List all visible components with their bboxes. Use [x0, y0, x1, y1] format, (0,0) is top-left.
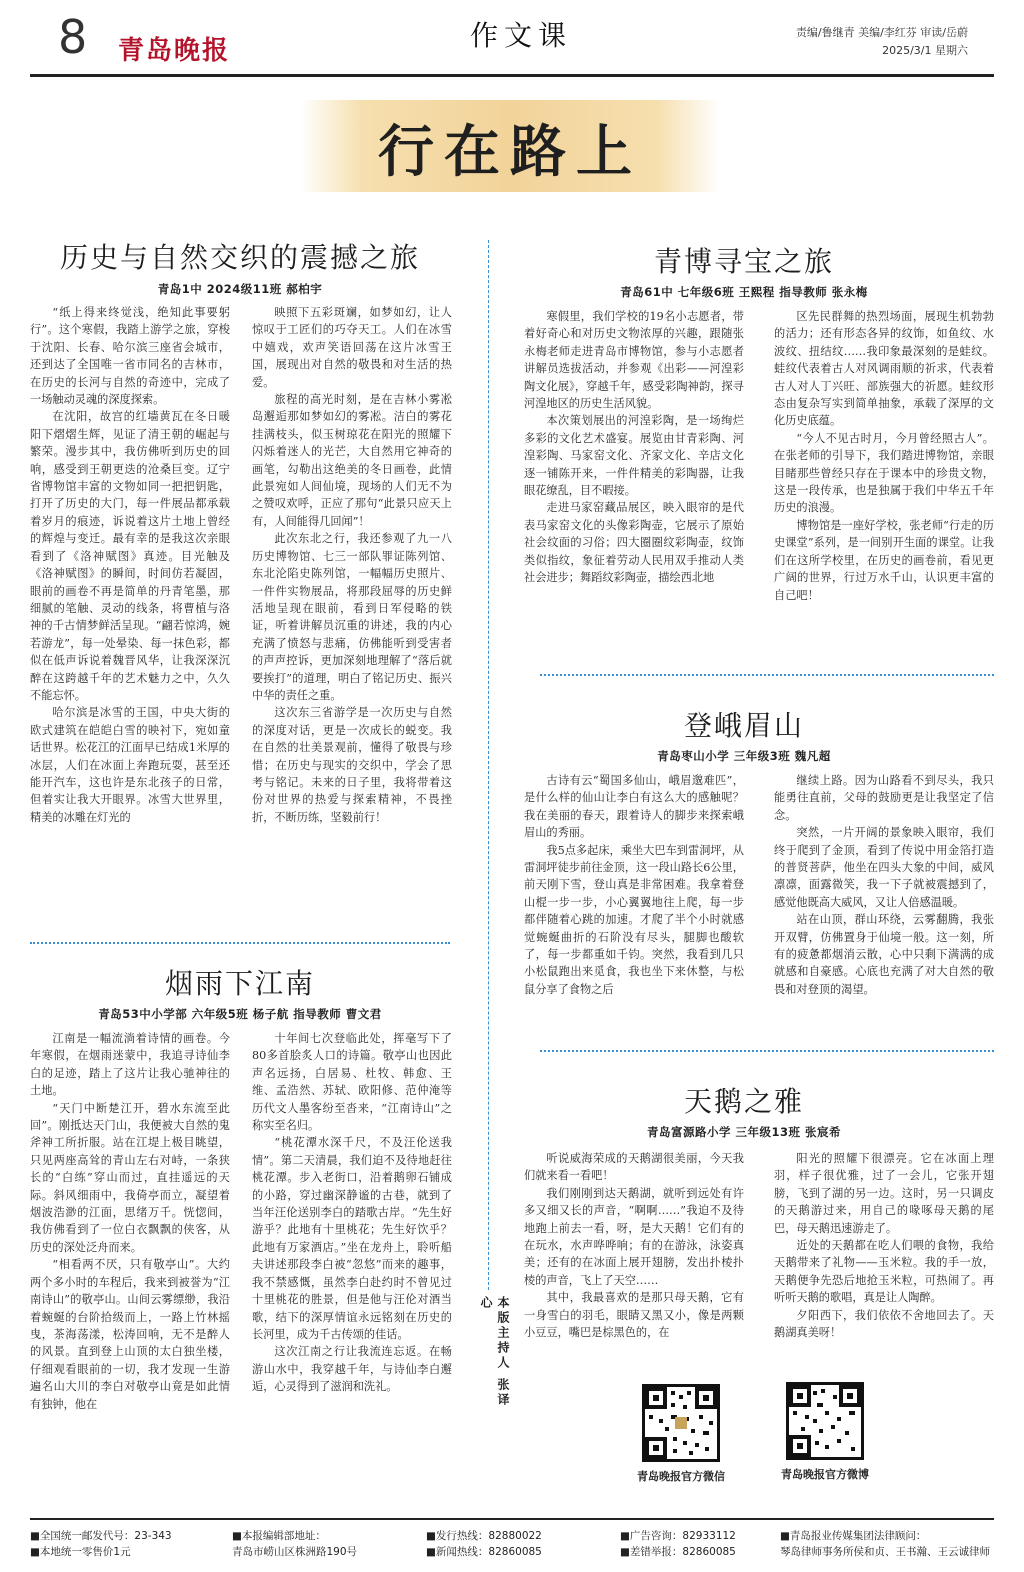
article-paragraph: 近处的天鹅都在吃人们喂的食物，我给天鹅带来了礼物——玉米粒。我的手一放，天鹅便争先恐后地抢玉米粒，可热闹了。再听听天鹅的歌唱，真是让人陶醉。 — [774, 1239, 994, 1305]
article-column — [30, 304, 230, 916]
section-divider — [540, 674, 994, 676]
article-paragraph: 我5点多起床，乘坐大巴车到雷洞坪，从雷洞坪徒步前往金顶，这一段山路长6公里，前天刚下雪，登山真是非常困难。我拿着登山棍一步一步，小心翼翼地往上爬，每一步都伴随着心跳的加速。才爬了半个小时就感觉蜿蜒曲折的石阶没有尽头，腿脚也酸软了，每一步都重如千钧。突然，我看到几只小松鼠跑出来觅食，我也坐下来休整，与松鼠分享了食物之后 — [524, 843, 744, 996]
article-paragraph: “相看两不厌，只有敬亭山”。大约两个多小时的车程后，我来到被誉为“江南诗山”的敬亭山。山间云雾缥缈，我沿着蜿蜒的台阶拾级而上，一路上竹林摇曳，茶海荡漾，松涛回响，无不是醉人的风景。直到登上山顶的太白独坐楼，仔细观看眼前的一切，我才发现一生游遍名山大川的李白对敬亭山竟是如此情有独钟，他在 — [30, 1258, 230, 1411]
article-paragraph: 站在山顶，群山环绕，云雾翻腾，我张开双臂，仿佛置身于仙境一般。这一刻，所有的疲惫都烟消云散，心中只剩下满满的成就感和自豪感。心底也充满了对大自然的敬畏和对登顶的渴望。 — [774, 913, 994, 996]
footer-line: ■新闻热线：82860085 — [426, 1546, 542, 1558]
footer-line: ■发行热线：82880022 — [426, 1530, 542, 1542]
article-paragraph: 博物馆是一座好学校，张老师“行走的历史课堂”系列，是一间别开生面的课堂。让我们在这所学校里，在历史的画卷前，看见更广阔的世界，行过万水千山，认识更丰富的自己吧！ — [774, 518, 994, 602]
page-number: 8 — [58, 10, 88, 64]
editor-credits — [796, 24, 968, 60]
article-paragraph: 这次东三省游学是一次历史与自然的深度对话，更是一次成长的蜕变。我在自然的壮美景观前，懂得了敬畏与珍惜；在历史与现实的交织中，学会了思考与铭记。未来的日子里，我将带着这份对世界的热爱与探索精神，不畏挫折，不断历练，坚毅前行！ — [252, 706, 452, 824]
article-paragraph: 继续上路。因为山路看不到尽头，我只能勇往直前，父母的鼓励更是让我坚定了信念。 — [774, 774, 994, 822]
article-paragraph: 此次东北之行，我还参观了九一八历史博物馆、七三一部队罪证陈列馆、东北沦陷史陈列馆，一幅幅历史照片、一件件实物展品，将那段屈辱的历史鲜活地呈现在眼前，看到日军侵略的铁证，听着讲解员沉重的讲述，我的内心充满了愤怒与悲痛，仿佛能听到受害者的声声控诉，更加深刻地理解了“落后就要挨打”的道理，明白了铭记历史、振兴中华的责任之重。 — [252, 532, 452, 702]
footer-line: ■本地统一零售价1元 — [30, 1546, 131, 1558]
article-paragraph: 突然，一片开阔的景象映入眼帘，我们终于爬到了金顶，看到了传说中用金箔打造的普贤菩萨，他坐在四头大象的中间，威风凛凛，面露微笑，我一下子就被震撼到了，感觉他既高大威风，又让人倍感温暖。 — [774, 826, 994, 909]
column-divider — [488, 240, 489, 1290]
article-paragraph: 阳光的照耀下很漂亮。它在冰面上理羽，样子很优雅，过了一会儿，它张开翅膀，飞到了湖的另一边。这时，另一只调皮的天鹅游过来，用自己的喙啄母天鹅的尾巴，母天鹅迅速游走了。 — [774, 1152, 994, 1235]
newspaper-logo: 青岛晚报 — [118, 36, 231, 66]
masthead-rule — [30, 74, 994, 77]
article-title: 青博寻宝之旅 — [653, 245, 834, 278]
footer-line: ■差错举报：82860085 — [620, 1546, 736, 1558]
footer-line: ■全国统一邮发代号：23-343 — [30, 1530, 172, 1542]
article-column — [524, 308, 744, 643]
qr-pattern — [789, 1385, 861, 1457]
footer-line: ■青岛报业传媒集团法律顾问： — [780, 1530, 927, 1542]
article-paragraph: 映照下五彩斑斓，如梦如幻，让人惊叹于工匠们的巧夺天工。人们在冰雪中嬉戏，欢声笑语回荡在这片冰雪王国，展现出对自然的敬畏和对生活的热爱。 — [252, 306, 452, 389]
article-paragraph: 十年间七次登临此处，挥毫写下了80多首脍炙人口的诗篇。敬亭山也因此声名远扬，白居易、杜牧、韩愈、王维、孟浩然、苏轼、欧阳修、范仲淹等历代文人墨客纷至沓来，“江南诗山”之称实至名归。 — [252, 1032, 452, 1133]
article-paragraph: 在沈阳，故宫的红墙黄瓦在冬日暖阳下熠熠生辉，见证了清王朝的崛起与繁荣。漫步其中，我仿佛听到历史的回响，感受到王朝更迭的沧桑巨变。辽宁省博物馆丰富的文物如同一把把钥匙，打开了历史的大门，每一件展品都承载着岁月的痕迹，诉说着这片土地上曾经的辉煌与变迁。最有幸的是我这次亲眼看到了《洛神赋图》真迹。目光触及《洛神赋图》的瞬间，时间仿若凝固，眼前的画卷不再是简单的丹青笔墨，那细腻的笔触、灵动的线条，将曹植与洛神的千古情梦鲜活呈现。“翩若惊鸿，婉若游龙”，每一处晕染、每一抹色彩，都似在低声诉说着魏晋风华，让我深深沉醉在这跨越千年的艺术魅力之中，久久不能忘怀。 — [30, 410, 230, 702]
article-paragraph: 这次江南之行让我流连忘返。在畅游山水中，我穿越千年，与诗仙李白邂逅，心灵得到了滋润和洗礼。 — [252, 1345, 452, 1394]
article-title: 烟雨下江南 — [164, 967, 315, 1000]
article-column — [524, 772, 744, 1022]
article-paragraph: 夕阳西下，我们依依不舍地回去了。天鹅湖真美呀！ — [774, 1308, 994, 1340]
qr-caption: 青岛晚报官方微信 — [637, 1470, 725, 1483]
article-column — [252, 304, 452, 916]
qr-caption: 青岛晚报官方微博 — [781, 1468, 869, 1481]
article-paragraph: 本次策划展出的河湟彩陶，是一场绚烂多彩的文化艺术盛宴。展览由甘青彩陶、河湟彩陶、马家窑文化、齐家文化、辛店文化逐一铺陈开来，一件件精美的彩陶器，让我眼花缭乱，目不暇接。 — [524, 414, 744, 498]
wechat-qr-code-icon[interactable] — [642, 1384, 720, 1462]
section-title: 作文课 — [470, 19, 573, 52]
footer-line: ■本报编辑部地址： — [232, 1530, 326, 1542]
footer-line: 青岛市崂山区株洲路190号 — [232, 1546, 358, 1558]
article-title: 登峨眉山 — [683, 709, 804, 742]
article-column — [30, 1030, 230, 1492]
page-banner — [300, 100, 720, 192]
qr-pattern — [645, 1387, 717, 1459]
footer-line: ■广告咨询：82933112 — [620, 1530, 736, 1542]
editors-line: 责编/鲁继青 美编/李红芬 审读/岳蔚 — [795, 26, 968, 39]
article-paragraph: “纸上得来终觉浅，绝知此事要躬行”。这个寒假，我踏上游学之旅，穿梭于沈阳、长春、哈尔滨三座省会城市，还到达了全国唯一省市同名的吉林市，在历史的长河与自然的奇迹中，完成了一场触动灵魂的深度探索。 — [30, 306, 230, 407]
article-paragraph: “今人不见古时月，今月曾经照古人”。在张老师的引导下，我们踏进博物馆，亲眼目睹那些曾经只存在于课本中的珍贵文物，这是一段传承，也是独属于我们中华五千年历史的浪漫。 — [774, 431, 994, 515]
article-paragraph: 旅程的高光时刻，是在吉林小雾凇岛邂逅那如梦如幻的雾凇。洁白的雾花挂满枝头，似玉树琼花在阳光的照耀下闪烁着迷人的光芒，大自然用它神奇的画笔，勾勒出这绝美的冬日画卷，此情此景宛如人间仙境，现场的人们无不为之赞叹欢呼，正应了那句“此景只应天上有，人间能得几回闻”！ — [252, 393, 452, 528]
footer-block — [780, 1528, 1000, 1560]
article-paragraph: 听说威海荣成的天鹅湖很美丽，今天我们就来看一看吧！ — [524, 1152, 744, 1183]
article-paragraph: 哈尔滨是冰雪的王国，中央大街的欧式建筑在皑皑白雪的映衬下，宛如童话世界。松花江的江面早已结成1米厚的冰层，人们在冰面上奔跑玩耍，甚至还能开汽车，这也许是东北孩子的日常，但着实让我大开眼界。冰雪大世界里，精美的冰雕在灯光的 — [30, 706, 230, 824]
article-paragraph: 寒假里，我们学校的19名小志愿者，带着好奇心和对历史文物浓厚的兴趣，跟随张永梅老师走进青岛市博物馆，参与小志愿者讲解员选拔活动，并参观《出彩——河湟彩陶文化展》，穿越千年，感受彩陶神韵，探寻河湟地区的历史生活风貌。 — [524, 310, 744, 411]
article-byline: 青岛富源路小学 三年级13班 张宸希 — [646, 1125, 841, 1139]
article-paragraph: 江南是一幅流淌着诗情的画卷。今年寒假，在烟雨迷蒙中，我追寻诗仙李白的足迹，踏上了这片让我心驰神往的土地。 — [30, 1032, 230, 1098]
footer-block — [620, 1528, 736, 1560]
article-paragraph: 其中，我最喜欢的是那只母天鹅，它有一身雪白的羽毛，眼睛又黑又小，像是两颗小豆豆，嘴巴是棕黑色的，在 — [524, 1291, 744, 1340]
issue-date: 2025/3/1 星期六 — [882, 44, 968, 57]
article-title: 历史与自然交织的震撼之旅 — [59, 241, 420, 274]
banner-title: 行在路上 — [378, 120, 642, 185]
weibo-qr-code-icon[interactable] — [786, 1382, 864, 1460]
article-column — [774, 308, 994, 643]
article-paragraph: 区先民群舞的热烈场面，展现生机勃勃的活力；还有形态各异的纹饰，如鱼纹、水波纹、扭结纹……我印象最深刻的是蛙纹。蛙纹代表着古人对风调雨顺的祈求，代表着古人对人丁兴旺、部族强大的祈愿。蛙纹形态由复杂写实到简单抽象，承载了深厚的文化历史底蕴。 — [774, 310, 994, 428]
footer-line: 琴岛律师事务所侯和贞、王书瀚、王云诚律师 — [780, 1546, 990, 1558]
footer-block — [232, 1528, 357, 1560]
article-column — [524, 1150, 744, 1378]
footer-rule — [30, 1518, 994, 1520]
article-paragraph: “桃花潭水深千尺，不及汪伦送我情”。第二天清晨，我们迫不及待地赶往桃花潭。步入老街口，沿着鹅卵石铺成的小路，穿过幽深静谧的古巷，就到了当年汪伦送别李白的踏歌古岸。“先生好游乎？此地有十里桃花；先生好饮乎？此地有万家酒店。”坐在龙舟上，聆听船夫讲述那段李白被“忽悠”而来的趣事，我不禁感慨，虽然李白赴约时不曾见过十里桃花的胜景，但是他与汪伦对酒当歌，结下的深厚情谊永远铭刻在历史的长河里，成为千古传颂的佳话。 — [252, 1136, 452, 1341]
article-paragraph: 古诗有云“蜀国多仙山，峨眉邈难匹”，是什么样的仙山让李白有这么大的感触呢？我在美丽的春天，跟着诗人的脚步来探索峨眉山的秀丽。 — [524, 774, 744, 840]
article-paragraph: “天门中断楚江开，碧水东流至此回”。刚抵达天门山，我便被大自然的鬼斧神工所折服。站在江堤上极目眺望，只见两座高耸的青山左右对峙，一条狭长的“白练”穿山而过，直挂遥远的天际。斜风细雨中，我倚亭而立，凝望着烟波浩渺的江面，思绪万千。恍惚间，我仿佛看到了一位白衣飘飘的侠客，从历史的深处泛舟而来。 — [30, 1101, 230, 1254]
article-column — [774, 1150, 994, 1378]
article-paragraph: 我们刚刚到达天鹅湖，就听到远处有许多又细又长的声音，“啊啊……”我迫不及待地跑上前去一看，呀，是大天鹅！它们有的在玩水，水声哗哗响；有的在游泳，泳姿真美；还有的在冰面上展开翅膀，发出扑棱扑棱的声音，飞上了天空…… — [524, 1186, 744, 1287]
article-paragraph: 走进马家窑藏品展区，映入眼帘的是代表马家窑文化的头像彩陶壶，它展示了原始社会纹面的习俗；四大圈圈纹彩陶壶，纹饰类似指纹，象征着劳动人民用双手推动人类社会进步；舞蹈纹彩陶壶，描绘西北地 — [524, 501, 744, 585]
article-byline: 青岛1中 2024级11班 郝柏宇 — [157, 282, 323, 296]
section-divider — [540, 1050, 994, 1052]
footer-block — [426, 1528, 542, 1560]
article-byline: 青岛枣山小学 三年级3班 魏凡超 — [657, 749, 831, 763]
footer-block — [30, 1528, 172, 1560]
page-host: 本版主持人 张译心 — [479, 1296, 510, 1409]
article-byline: 青岛61中 七年级6班 王熙程 指导教师 张永梅 — [620, 285, 868, 299]
article-column — [252, 1030, 452, 1492]
article-byline: 青岛53中小学部 六年级5班 杨子航 指导教师 曹文君 — [98, 1007, 382, 1021]
article-title: 天鹅之雅 — [683, 1085, 804, 1118]
article-column — [774, 772, 994, 1022]
section-divider — [30, 942, 450, 944]
